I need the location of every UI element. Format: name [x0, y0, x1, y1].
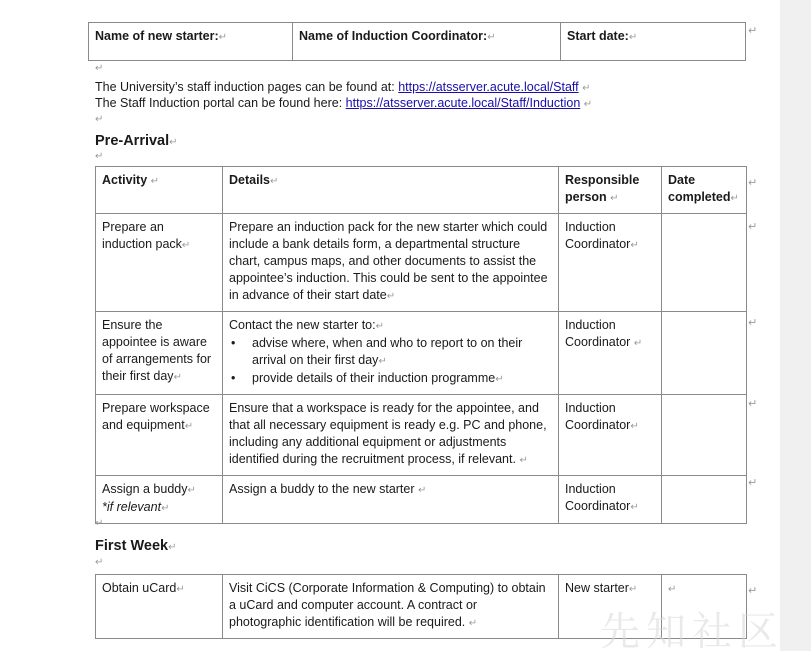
paragraph-mark: ↵ — [95, 151, 104, 162]
activity-note: *if relevant — [102, 500, 162, 514]
details-cell[interactable]: Prepare an induction pack for the new starter which could include a bank details form, a departmental structure chart, campus maps, and other documents to assist the appointee’s induction. This could be sent to the appointee in advance of their start date↵ — [223, 214, 559, 312]
date-completed-cell[interactable] — [662, 395, 747, 476]
paragraph-mark: ↵ — [95, 518, 104, 529]
staff-pages-link[interactable]: https://atsserver.acute.local/Staff — [398, 80, 579, 94]
date-completed-cell[interactable] — [662, 214, 747, 312]
list-item: • advise where, when and who to report to on their arrival on their first day↵ — [229, 335, 552, 370]
induction-portal-link[interactable]: https://atsserver.acute.local/Staff/Induction — [345, 96, 581, 110]
details-cell[interactable]: Contact the new starter to:↵ • advise where, when and who to report to on their arrival on their first day↵ • provide details of their induction programme↵ — [223, 312, 559, 395]
induction-portal-line: The Staff Induction portal can be found here: https://atsserver.acute.local/Staff/Induction ↵ — [95, 96, 593, 110]
date-completed-cell[interactable] — [662, 476, 747, 524]
header-responsible-person: Responsible person ↵ — [559, 167, 662, 214]
coordinator-name-cell[interactable]: Name of Induction Coordinator:↵ — [293, 23, 561, 61]
table-row — [96, 214, 747, 312]
row-end-mark: ↵ — [748, 398, 758, 410]
induction-pages-line: The University’s staff induction pages can be found at: https://atsserver.acute.local/Staff ↵ — [95, 80, 591, 94]
new-starter-name-cell[interactable]: Name of new starter:↵ — [89, 23, 293, 61]
row-end-mark: ↵ — [748, 25, 758, 37]
responsible-person-cell[interactable]: Induction Coordinator↵ — [559, 214, 662, 312]
paragraph-mark: ↵ — [95, 114, 104, 125]
details-cell[interactable]: Visit CiCS (Corporate Information & Computing) to obtain a uCard and computer account. A contract or photographic identification will be required. ↵ — [223, 575, 559, 639]
scroll-gutter[interactable] — [780, 0, 811, 651]
responsible-person-cell[interactable]: Induction Coordinator↵ — [559, 395, 662, 476]
activity-cell[interactable]: Prepare workspace and equipment↵ — [96, 395, 223, 476]
table-row — [96, 312, 747, 395]
date-completed-cell[interactable]: ↵ — [662, 575, 747, 639]
paragraph-mark: ↵ — [95, 557, 104, 568]
watermark: 先知社区 — [600, 609, 784, 655]
header-date-completed: Date completed↵ — [662, 167, 747, 214]
activity-cell[interactable]: Assign a buddy↵ *if relevant↵ — [96, 476, 223, 524]
start-date-cell[interactable]: Start date:↵ — [561, 23, 746, 61]
starter-info-table — [88, 22, 746, 61]
row-end-mark: ↵ — [748, 585, 758, 597]
row-end-mark: ↵ — [748, 177, 758, 189]
paragraph-mark: ↵ — [95, 63, 104, 74]
pre-arrival-table — [95, 166, 747, 524]
responsible-person-cell[interactable]: New starter↵ — [559, 575, 662, 639]
list-item: • provide details of their induction programme↵ — [229, 370, 552, 388]
responsible-person-cell[interactable]: Induction Coordinator↵ — [559, 476, 662, 524]
date-completed-cell[interactable] — [662, 312, 747, 395]
activity-cell[interactable]: Prepare an induction pack↵ — [96, 214, 223, 312]
pre-arrival-heading: Pre-Arrival↵ — [95, 133, 178, 149]
row-end-mark: ↵ — [748, 317, 758, 329]
activity-cell[interactable]: Obtain uCard↵ — [96, 575, 223, 639]
responsible-person-cell[interactable]: Induction Coordinator ↵ — [559, 312, 662, 395]
table-row — [96, 395, 747, 476]
table-header-row — [96, 167, 747, 214]
header-details: Details↵ — [223, 167, 559, 214]
activity-cell[interactable]: Ensure the appointee is aware of arrangements for their first day↵ — [96, 312, 223, 395]
header-activity: Activity ↵ — [96, 167, 223, 214]
first-week-heading: First Week↵ — [95, 538, 177, 554]
row-end-mark: ↵ — [748, 221, 758, 233]
details-cell[interactable]: Assign a buddy to the new starter ↵ — [223, 476, 559, 524]
details-bullet-list — [229, 335, 552, 388]
row-end-mark: ↵ — [748, 477, 758, 489]
table-row — [96, 476, 747, 524]
details-cell[interactable]: Ensure that a workspace is ready for the appointee, and that all necessary equipment is ready e.g. PC and phone, including any additional equipment or adjustments identified during the recruitment process, if relevant. ↵ — [223, 395, 559, 476]
